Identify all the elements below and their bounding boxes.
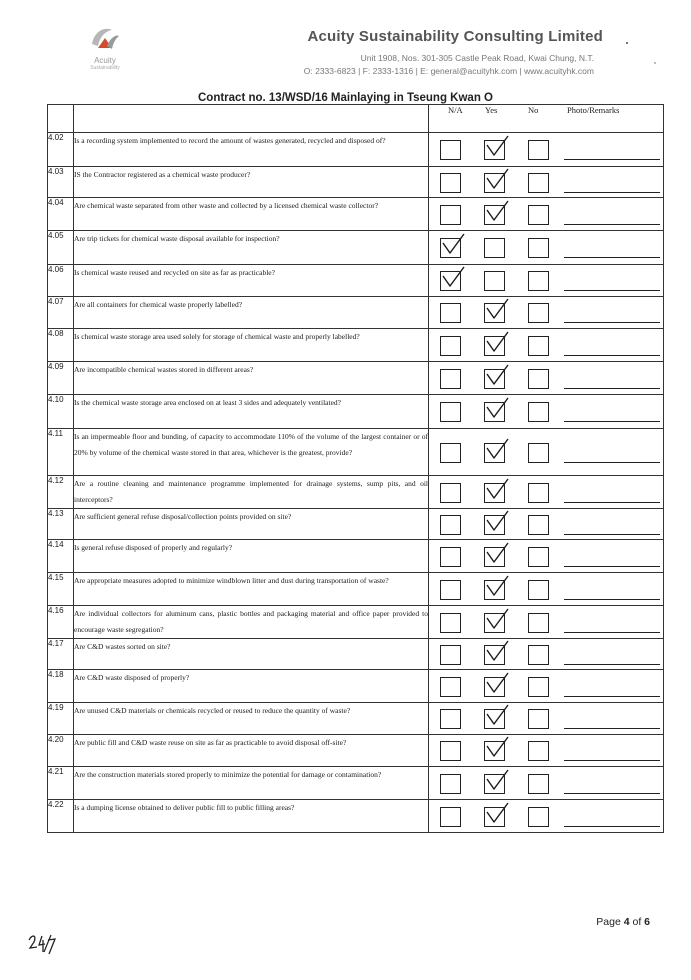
- col-yes-label: Yes: [485, 105, 498, 115]
- item-number: 4.09: [48, 362, 74, 395]
- item-options: [429, 606, 664, 639]
- yes-checkbox[interactable]: [484, 580, 505, 600]
- remarks-line[interactable]: [564, 388, 660, 389]
- yes-checkbox[interactable]: [484, 613, 505, 633]
- yes-checkbox[interactable]: [484, 774, 505, 794]
- na-checkbox[interactable]: [440, 140, 461, 160]
- item-question: Is the chemical waste storage area enclosed on at least 3 sides and adequately ventilated?: [74, 395, 429, 429]
- scan-speck: [626, 42, 628, 44]
- initials-handwriting-icon: [27, 931, 57, 957]
- item-options: [429, 767, 664, 800]
- item-options: [429, 573, 664, 606]
- item-options: [429, 800, 664, 833]
- checklist-table: [47, 104, 664, 833]
- no-checkbox[interactable]: [528, 580, 549, 600]
- checkmark-icon: [484, 478, 512, 509]
- remarks-line[interactable]: [564, 599, 660, 600]
- no-checkbox[interactable]: [528, 515, 549, 535]
- yes-checkbox[interactable]: [484, 238, 505, 258]
- no-checkbox[interactable]: [528, 271, 549, 291]
- checkmark-icon: [484, 736, 512, 767]
- na-checkbox[interactable]: [440, 402, 461, 422]
- company-logo: [60, 22, 150, 82]
- initials-signature: [27, 931, 57, 962]
- item-options: [429, 167, 664, 198]
- na-checkbox[interactable]: [440, 774, 461, 794]
- yes-checkbox[interactable]: [484, 515, 505, 535]
- header-num-cell: [48, 105, 74, 133]
- item-number: 4.06: [48, 265, 74, 297]
- no-checkbox[interactable]: [528, 741, 549, 761]
- item-number: 4.03: [48, 167, 74, 198]
- item-question: Is chemical waste storage area used solely for storage of chemical waste and properly labelled?: [74, 329, 429, 362]
- item-question: Are incompatible chemical wastes stored in different areas?: [74, 362, 429, 395]
- checklist-row: [48, 231, 664, 265]
- na-checkbox[interactable]: [440, 677, 461, 697]
- yes-checkbox[interactable]: [484, 205, 505, 225]
- item-question: Are C&D wastes sorted on site?: [74, 639, 429, 670]
- checkmark-icon: [484, 364, 512, 395]
- remarks-line[interactable]: [564, 192, 660, 193]
- checklist-row: [48, 767, 664, 800]
- yes-checkbox[interactable]: [484, 645, 505, 665]
- item-number: 4.14: [48, 540, 74, 573]
- item-number: 4.19: [48, 703, 74, 735]
- remarks-line[interactable]: [564, 696, 660, 697]
- checkmark-icon: [484, 802, 512, 833]
- item-options: [429, 476, 664, 509]
- no-checkbox[interactable]: [528, 645, 549, 665]
- no-checkbox[interactable]: [528, 807, 549, 827]
- checkmark-icon: [484, 510, 512, 541]
- checkmark-icon: [484, 331, 512, 362]
- remarks-line[interactable]: [564, 290, 660, 291]
- na-checkbox[interactable]: [440, 303, 461, 323]
- na-checkbox[interactable]: [440, 807, 461, 827]
- no-checkbox[interactable]: [528, 483, 549, 503]
- checkmark-icon: [484, 575, 512, 606]
- remarks-line[interactable]: [564, 566, 660, 567]
- checkmark-icon: [484, 542, 512, 573]
- item-number: 4.22: [48, 800, 74, 833]
- no-checkbox[interactable]: [528, 336, 549, 356]
- na-checkbox[interactable]: [440, 741, 461, 761]
- na-checkbox[interactable]: [440, 443, 461, 463]
- remarks-line[interactable]: [564, 534, 660, 535]
- header-row: [48, 105, 664, 133]
- item-question: IS the Contractor registered as a chemical waste producer?: [74, 167, 429, 198]
- item-options: [429, 362, 664, 395]
- remarks-line[interactable]: [564, 421, 660, 422]
- remarks-line[interactable]: [564, 664, 660, 665]
- yes-checkbox[interactable]: [484, 336, 505, 356]
- remarks-line[interactable]: [564, 355, 660, 356]
- col-no-label: No: [528, 105, 539, 115]
- item-number: 4.13: [48, 509, 74, 540]
- checkmark-icon: [484, 298, 512, 329]
- remarks-line[interactable]: [564, 462, 660, 463]
- checklist-row: [48, 297, 664, 329]
- remarks-line[interactable]: [564, 502, 660, 503]
- checklist-row: [48, 800, 664, 833]
- na-checkbox[interactable]: [440, 369, 461, 389]
- item-number: 4.08: [48, 329, 74, 362]
- yes-checkbox[interactable]: [484, 443, 505, 463]
- remarks-line[interactable]: [564, 793, 660, 794]
- page-number: Page 4 of 6: [596, 916, 650, 928]
- item-question: Is an impermeable floor and bunding, of capacity to accommodate 110% of the volume of the largest container or of 20% by volume of the chemical waste stored in that area, whichever is the greatest, provide?: [74, 429, 429, 476]
- item-options: [429, 265, 664, 297]
- remarks-line[interactable]: [564, 826, 660, 827]
- item-options: [429, 297, 664, 329]
- remarks-line[interactable]: [564, 760, 660, 761]
- checkmark-icon: [484, 672, 512, 703]
- item-options: [429, 703, 664, 735]
- checklist-row: [48, 509, 664, 540]
- na-checkbox[interactable]: [440, 238, 461, 258]
- scan-speck: [654, 62, 656, 64]
- checklist-row: [48, 735, 664, 767]
- item-number: 4.20: [48, 735, 74, 767]
- no-checkbox[interactable]: [528, 547, 549, 567]
- no-checkbox[interactable]: [528, 303, 549, 323]
- remarks-line[interactable]: [564, 257, 660, 258]
- yes-checkbox[interactable]: [484, 140, 505, 160]
- na-checkbox[interactable]: [440, 613, 461, 633]
- no-checkbox[interactable]: [528, 140, 549, 160]
- item-number: 4.05: [48, 231, 74, 265]
- col-remarks-label: Photo/Remarks: [567, 105, 620, 115]
- logo-text: Acuity: [94, 56, 116, 65]
- remarks-line[interactable]: [564, 728, 660, 729]
- checkmark-icon: [484, 438, 512, 469]
- na-checkbox[interactable]: [440, 336, 461, 356]
- header-options-cell: [429, 105, 664, 133]
- na-checkbox[interactable]: [440, 645, 461, 665]
- remarks-line[interactable]: [564, 322, 660, 323]
- logo-emblem-icon: [88, 22, 122, 56]
- checklist-row: [48, 476, 664, 509]
- item-number: 4.02: [48, 133, 74, 167]
- no-checkbox[interactable]: [528, 238, 549, 258]
- checkmark-icon: [484, 704, 512, 735]
- item-number: 4.04: [48, 198, 74, 231]
- contract-title: Contract no. 13/WSD/16 Mainlaying in Tseung Kwan O: [198, 92, 493, 104]
- col-na-label: N/A: [448, 105, 463, 115]
- item-question: Is general refuse disposed of properly and regularly?: [74, 540, 429, 573]
- item-options: [429, 231, 664, 265]
- yes-checkbox[interactable]: [484, 807, 505, 827]
- item-number: 4.07: [48, 297, 74, 329]
- item-options: [429, 639, 664, 670]
- yes-checkbox[interactable]: [484, 547, 505, 567]
- item-number: 4.21: [48, 767, 74, 800]
- checklist-row: [48, 573, 664, 606]
- item-question: Are a routine cleaning and maintenance programme implemented for drainage systems, sump pits, and oil interceptors?: [74, 476, 429, 509]
- item-question: Is a recording system implemented to record the amount of wastes generated, recycled and disposed of?: [74, 133, 429, 167]
- yes-checkbox[interactable]: [484, 741, 505, 761]
- item-number: 4.11: [48, 429, 74, 476]
- item-options: [429, 133, 664, 167]
- item-options: [429, 509, 664, 540]
- item-question: Are appropriate measures adopted to minimize windblown litter and dust during transportation of waste?: [74, 573, 429, 606]
- no-checkbox[interactable]: [528, 709, 549, 729]
- company-contact: O: 2333-6823 | F: 2333-1316 | E: general@acuityhk.com | www.acuityhk.com: [303, 66, 594, 76]
- item-number: 4.18: [48, 670, 74, 703]
- checkmark-icon: [484, 769, 512, 800]
- checklist-row: [48, 639, 664, 670]
- company-name: Acuity Sustainability Consulting Limited: [307, 28, 603, 45]
- item-question: Are sufficient general refuse disposal/collection points provided on site?: [74, 509, 429, 540]
- checklist-row: [48, 540, 664, 573]
- yes-checkbox[interactable]: [484, 173, 505, 193]
- checkmark-icon: [484, 640, 512, 671]
- yes-checkbox[interactable]: [484, 271, 505, 291]
- checklist-row: [48, 395, 664, 429]
- checklist-row: [48, 362, 664, 395]
- checklist-row: [48, 429, 664, 476]
- checklist-row: [48, 329, 664, 362]
- item-question: Is a dumping license obtained to deliver public fill to public filling areas?: [74, 800, 429, 833]
- checklist-row: [48, 265, 664, 297]
- item-options: [429, 395, 664, 429]
- checklist-row: [48, 198, 664, 231]
- checklist-row: [48, 703, 664, 735]
- no-checkbox[interactable]: [528, 369, 549, 389]
- item-number: 4.10: [48, 395, 74, 429]
- na-checkbox[interactable]: [440, 515, 461, 535]
- item-question: Are unused C&D materials or chemicals recycled or reused to reduce the quantity of waste?: [74, 703, 429, 735]
- no-checkbox[interactable]: [528, 677, 549, 697]
- no-checkbox[interactable]: [528, 613, 549, 633]
- checkmark-icon: [484, 168, 512, 199]
- item-question: Are public fill and C&D waste reuse on site as far as practicable to avoid disposal off-site?: [74, 735, 429, 767]
- yes-checkbox[interactable]: [484, 677, 505, 697]
- checklist-row: [48, 133, 664, 167]
- checkmark-icon: [484, 397, 512, 428]
- checklist-row: [48, 606, 664, 639]
- remarks-line[interactable]: [564, 632, 660, 633]
- company-address: Unit 1908, Nos. 301-305 Castle Peak Road, Kwai Chung, N.T.: [360, 53, 594, 63]
- no-checkbox[interactable]: [528, 402, 549, 422]
- na-checkbox[interactable]: [440, 173, 461, 193]
- item-question: Are C&D waste disposed of properly?: [74, 670, 429, 703]
- na-checkbox[interactable]: [440, 271, 461, 291]
- checklist-row: [48, 167, 664, 198]
- no-checkbox[interactable]: [528, 774, 549, 794]
- header-question-cell: [74, 105, 429, 133]
- item-options: [429, 735, 664, 767]
- yes-checkbox[interactable]: [484, 303, 505, 323]
- no-checkbox[interactable]: [528, 443, 549, 463]
- na-checkbox[interactable]: [440, 580, 461, 600]
- item-question: Are all containers for chemical waste properly labelled?: [74, 297, 429, 329]
- item-options: [429, 329, 664, 362]
- remarks-line[interactable]: [564, 159, 660, 160]
- checkmark-icon: [440, 233, 468, 264]
- yes-checkbox[interactable]: [484, 709, 505, 729]
- na-checkbox[interactable]: [440, 547, 461, 567]
- item-number: 4.17: [48, 639, 74, 670]
- checkmark-icon: [484, 135, 512, 166]
- item-question: Are chemical waste separated from other waste and collected by a licensed chemical waste collector?: [74, 198, 429, 231]
- no-checkbox[interactable]: [528, 173, 549, 193]
- yes-checkbox[interactable]: [484, 369, 505, 389]
- checkmark-icon: [484, 608, 512, 639]
- item-number: 4.12: [48, 476, 74, 509]
- no-checkbox[interactable]: [528, 205, 549, 225]
- item-number: 4.15: [48, 573, 74, 606]
- logo-subtext: Sustainability: [90, 65, 120, 71]
- checkmark-icon: [484, 200, 512, 231]
- item-question: Are trip tickets for chemical waste disposal available for inspection?: [74, 231, 429, 265]
- checklist-row: [48, 670, 664, 703]
- item-question: Is chemical waste reused and recycled on site as far as practicable?: [74, 265, 429, 297]
- na-checkbox[interactable]: [440, 205, 461, 225]
- checkmark-icon: [440, 266, 468, 297]
- yes-checkbox[interactable]: [484, 483, 505, 503]
- item-question: Are individual collectors for aluminum cans, plastic bottles and packaging material and office paper provided to encourage waste segregation?: [74, 606, 429, 639]
- item-question: Are the construction materials stored properly to minimize the potential for damage or contamination?: [74, 767, 429, 800]
- na-checkbox[interactable]: [440, 483, 461, 503]
- item-options: [429, 429, 664, 476]
- yes-checkbox[interactable]: [484, 402, 505, 422]
- na-checkbox[interactable]: [440, 709, 461, 729]
- remarks-line[interactable]: [564, 224, 660, 225]
- item-options: [429, 670, 664, 703]
- item-number: 4.16: [48, 606, 74, 639]
- item-options: [429, 198, 664, 231]
- item-options: [429, 540, 664, 573]
